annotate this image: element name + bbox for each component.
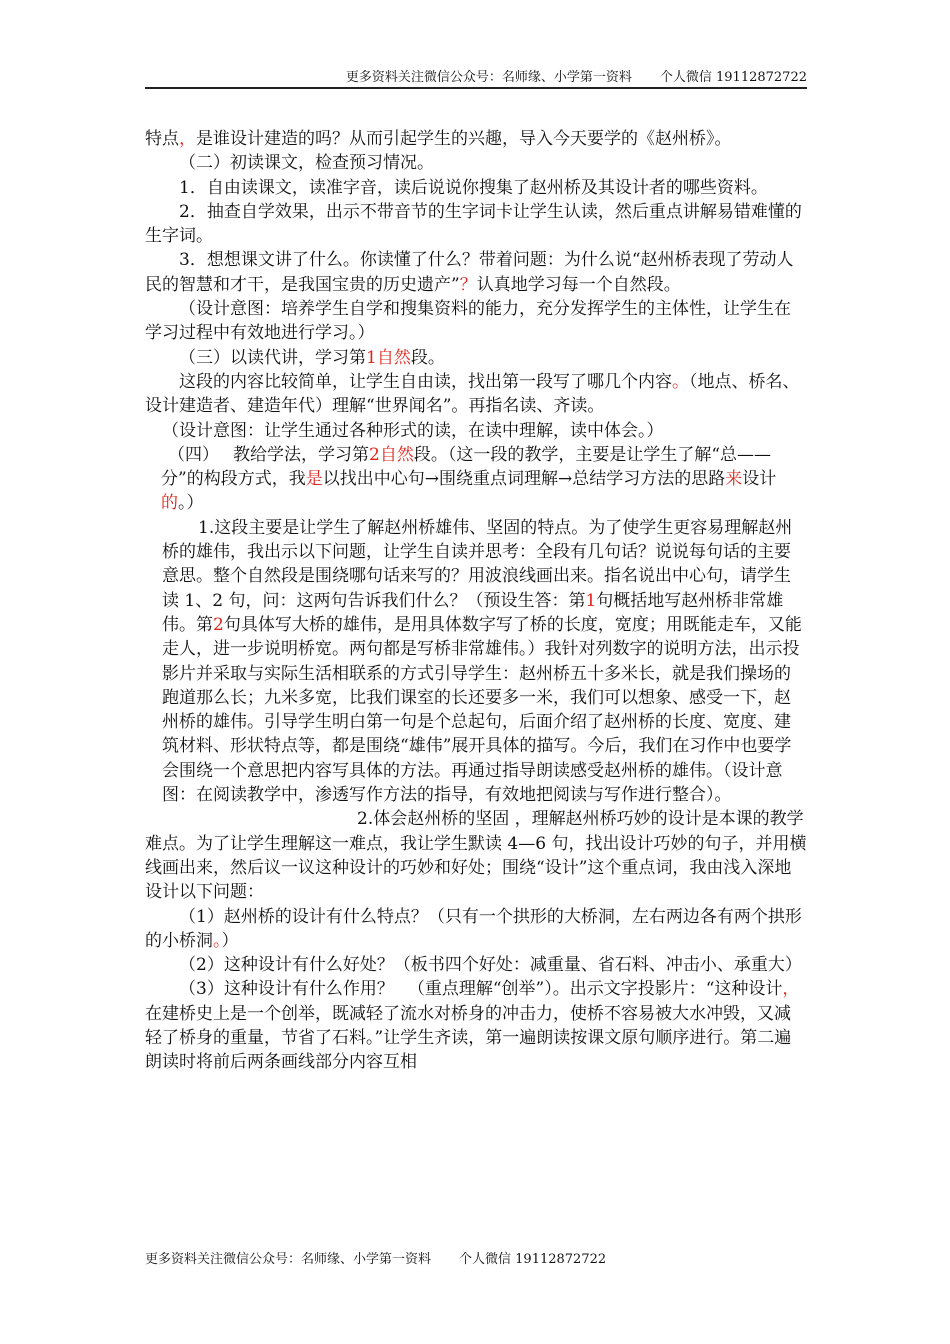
paragraph-design-intent-1: （设计意图：培养学生自学和搜集资料的能力，充分发挥学生的主体性，让学生在学习过程中有效地进行学习。）	[145, 299, 791, 344]
section-heading-2: （二）初读课文，检查预习情况。	[179, 153, 434, 174]
paragraph-step-2: 2．抽查自学效果，出示不带音节的生字词卡让学生认读，然后重点讲解易错难懂的生字词。	[145, 201, 802, 247]
paragraph-step-1: 1．自由读课文，读准字音，读后说说你搜集了赵州桥及其设计者的哪些资料。	[179, 177, 768, 198]
question-2: （2）这种设计有什么好处？（板书四个好处：减重量、省石料、冲击小、承重大）	[179, 955, 802, 976]
paragraph-step-3: 3．想想课文讲了什么。你读懂了什么？带着问题：为什么说“赵州桥表现了劳动人民的智慧和才干，是我国宝贵的历史遗产”？认真地学习每一个自然段。	[145, 250, 794, 295]
paragraph-point-2: 2.体会赵州桥的坚固 ，理解赵州桥巧妙的设计是本课的教学难点。为了让学生理解这一难点，我让学生默读 4—6 句，找出设计巧妙的句子，并用横线画出来，然后议一议这种设计的巧妙和好处；围绕“设计”这个重点词，我由浅入深地设计以下问题：	[145, 809, 807, 903]
paragraph-intro-end: 特点，是谁设计建造的吗？从而引起学生的兴趣，导入今天要学的《赵州桥》。	[145, 129, 732, 149]
section-heading-4: （四） 教给学法，学习第2自然段。（这一段的教学，主要是让学生了解“总——分”的构段方式，我是以找出中心句→围绕重点词理解→总结学习方法的思路来设计的。）	[161, 444, 777, 514]
header-text: 更多资料关注微信公众号：名师缘、小学第一资料	[345, 70, 632, 85]
paragraph-section-3-body: 这段的内容比较简单，让学生自由读，找出第一段写了哪几个内容。（地点、桥名、设计建造者、建造年代）理解“世界闻名”。再指名读、齐读。	[145, 371, 800, 417]
question-1: （1）赵州桥的设计有什么特点？（只有一个拱形的大桥洞，左右两边各有两个拱形的小桥洞。）	[145, 906, 802, 951]
document-body	[145, 127, 807, 1075]
header-wechat: 个人微信 19112872722	[659, 70, 807, 85]
page-header	[145, 66, 807, 85]
paragraph-point-1: 1.这段主要是让学生了解赵州桥雄伟、坚固的特点。为了使学生更容易理解赵州桥的雄伟，我出示以下问题，让学生自读并思考：全段有几句话？说说每句话的主要意思。整个自然段是围绕哪句话来写的？用波浪线画出来。指名说出中心句，请学生读 1、2 句，问：这两句告诉我们什么？（预设生答：第1句概括地写赵州桥非常雄伟。第2句具体写大桥的雄伟，是用具体数字写了桥的长度，宽度；用既能走车，又能走人，进一步说明桥宽。两句都是写桥非常雄伟。）我针对列数字的说明方法，出示投影片并采取与实际生活相联系的方式引导学生：赵州桥五十多米长，就是我们操场的跑道那么长；九米多宽，比我们课室的长还要多一米，我们可以想象、感受一下，赵州桥的雄伟。引导学生明白第一句是个总起句，后面介绍了赵州桥的长度、宽度、建筑材料、形状特点等，都是围绕“雄伟”展开具体的描写。今后，我们在习作中也要学会围绕一个意思把内容写具体的方法。再通过指导朗读感受赵州桥的雄伟。（设计意图：在阅读教学中，渗透写作方法的指导，有效地把阅读与写作进行整合）。	[162, 517, 802, 806]
header-rule	[145, 87, 807, 89]
question-3: （3）这种设计有什么作用？ （重点理解“创举”）。出示文字投影片：“这种设计，在建桥史上是一个创举，既减轻了流水对桥身的冲击力，使桥不容易被大水冲毁，又减轻了桥身的重量，节省了石料。”让学生齐读，第一遍朗读按课文原句顺序进行。第二遍朗读时将前后两条画线部分内容互相	[145, 979, 800, 1073]
paragraph-design-intent-2: （设计意图：让学生通过各种形式的读，在读中理解，读中体会。）	[162, 420, 664, 441]
page-footer	[145, 1248, 606, 1267]
footer-text: 更多资料关注微信公众号：名师缘、小学第一资料	[145, 1252, 432, 1267]
footer-wechat: 个人微信 19112872722	[459, 1252, 607, 1267]
section-heading-3: （三）以读代讲，学习第1自然段。	[179, 347, 445, 368]
